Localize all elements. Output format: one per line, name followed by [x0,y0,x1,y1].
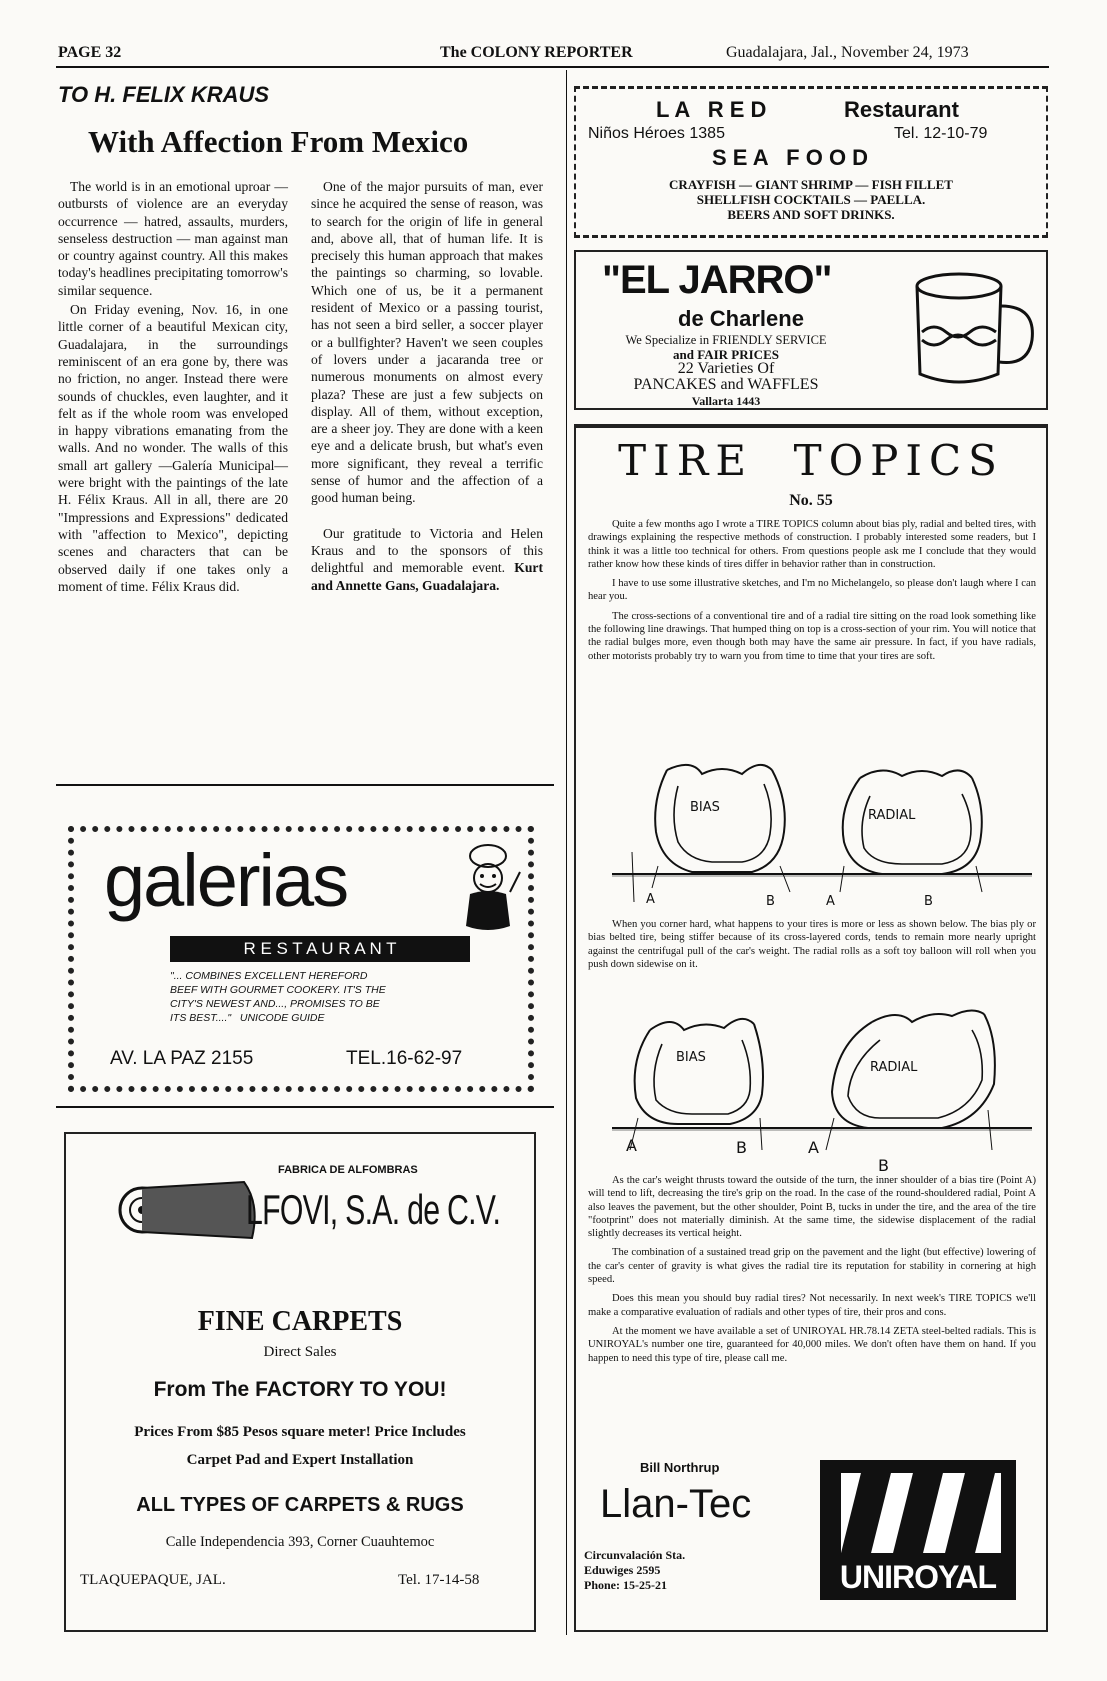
carpets-slogan: From The FACTORY TO YOU! [153,1378,447,1401]
article-paragraph [311,525,543,594]
tire-paragraph: I have to use some illustrative sketches, and I'm no Michelangelo, so please don't laugh where I can hear you. [588,578,1036,603]
llantec-address: Eduwiges 2595 [584,1563,661,1577]
carpets-price: Carpet Pad and Expert Installation [186,1452,414,1468]
tire-text-block-1 [588,518,1036,669]
fig2-point-a: A [808,1138,819,1157]
la-red-address: Niños Héroes 1385 [588,125,725,142]
carpets-price: Prices From $85 Pesos square meter! Price Includes [134,1424,466,1440]
column-rule [566,70,567,1635]
ad-la-red [574,86,1048,238]
jarro-address: Vallarta 1443 [691,394,761,408]
carpets-title: FINE CARPETS [197,1306,403,1337]
article-gratitude: Our gratitude to Victoria and Helen Kraus and to the sponsors of this delightful and memorable event. [311,525,543,576]
ad-el-jarro [574,250,1048,410]
carpets-sub: Direct Sales [263,1344,337,1360]
la-red-type: Restaurant [844,97,959,122]
jarro-line: 22 Varieties Of [677,360,775,377]
ad-carpets [64,1132,536,1632]
fig1-point-a: A [646,892,655,907]
article-paragraph: The world is in an emotional uproar — outbursts of violence are an everyday occurrence — hatred, assaults, murders, senseless destruction — man against man or country against country. All this makes today's headlines precipitating tomorrow's similar sequence. [58,179,288,298]
article-column-1 [58,178,288,597]
galerias-quote: BEEF WITH GOURMET COOKERY. IT'S THE [170,984,386,996]
llantec-address: Circunvalación Sta. [584,1548,686,1562]
tire-text-block-3 [588,1174,1036,1371]
tire-paragraph: The cross-sections of a conventional tire and of a radial tire sitting on the road look something like the following line drawings. That humped thing on top is a cross-section of your rim. You will notice that the radial bulges more, even though both may have the same air pressure. In fact, if you have radials, other motorists probably try to warn you from time to time that your tires are soft. [588,610,1036,662]
tire-paragraph: As the car's weight thrusts toward the outside of the turn, the inner shoulder of a bias tire (Point A) will tend to lift, decreasing the tire's grip on the road. In the case of the round-shouldered radial, Point A also leaves the pavement, but the other shoulder, Point B, tucks in under the tire, and the area of the tire "footprint" does not materially diminish. At the same time, the sidewise displacement of the radial slightly decreases its vertical height. [588,1175,1036,1240]
galerias-quote: "... COMBINES EXCELLENT HEREFORD [170,970,368,982]
galerias-address: AV. LA PAZ 2155 [110,1048,254,1069]
article-headline: With Affection From Mexico [88,124,469,159]
llantec-phone: Phone: 15-25-21 [584,1578,667,1592]
carpets-maker: FABRICA DE ALFOMBRAS [278,1164,418,1176]
carpets-phone: Tel. 17-14-58 [398,1572,480,1588]
fig2-bias-label: BIAS [676,1050,706,1065]
fig1-point-a: A [826,894,835,909]
la-red-phone: Tel. 12-10-79 [894,125,988,142]
masthead-rule [56,66,1049,68]
tire-paragraph: When you corner hard, what happens to your tires is more or less as shown below. The bias ply or bias belted tire, being stiffer because of its cross-layered cords, tends to remain more nearly upright against the centrifugal pull of the car's weight. The radial rolls as a soft toy balloon will roll when you push down sidewise on it. [588,919,1036,970]
la-red-seafood: S E A F O O D [712,145,869,170]
page-number: PAGE 32 [58,44,122,61]
galerias-quote: ITS BEST...." UNICODE GUIDE [170,1012,325,1024]
tire-figure-upright [612,752,1032,902]
article-bottom-rule [56,784,554,786]
tire-author: Bill Northrup [640,1460,720,1475]
uniroyal-logo [820,1460,1016,1600]
galerias-quote: CITY'S NEWEST AND..., PROMISES TO BE [170,998,380,1010]
jarro-line: and FAIR PRICES [673,347,779,362]
la-red-line: CRAYFISH — GIANT SHRIMP — FISH FILLET [669,177,953,192]
carpets-address: Calle Independencia 393, Corner Cuauhtemoc [165,1534,435,1550]
mug-icon [904,262,1044,402]
fig2-point-b: B [878,1156,889,1175]
galerias-bottom-rule [56,1106,554,1108]
tire-text-block-2 [588,918,1036,977]
la-red-line: BEERS AND SOFT DRINKS. [727,207,895,222]
fig2-radial-label: RADIAL [870,1060,918,1075]
tire-figure-cornering [612,1000,1032,1160]
fig2-point-a: A [626,1136,637,1155]
galerias-phone: TEL.16-62-97 [346,1048,463,1069]
dateline: Guadalajara, Jal., November 24, 1973 [726,44,969,61]
uniroyal-brand: UNIROYAL [839,1559,997,1595]
jarro-line: PANCAKES and WAFFLES [633,376,819,393]
la-red-name: L A R E D [656,97,767,122]
uniroyal-mark [841,1473,1001,1553]
carpets-city: TLAQUEPAQUE, JAL. [80,1572,226,1588]
ad-galerias [68,826,534,1092]
article-paragraph: One of the major pursuits of man, ever since he acquired the sense of reason, was to search for the origin of life in general and, above all, that of human life. It is precisely this human approach that makes the paintings so charming, so lovable. Which one of us, be it a permanent resident of Mexico or a passing tourist, has not seen a bird seller, a soccer player or a bullfighter? Haven't we seen couples of lovers under a jacaranda tree or numerous monuments on almost every plaza? These are just a few subjects on display. All of them, without exception, are a sheer joy. They are done with a keen eye and a delicate brush, but what's even more significant, they reveal a terrific sense of humor and the affection of a good human being. [311,179,543,506]
chef-icon [450,842,530,942]
article-column-2 [311,178,543,596]
fig1-radial-label: RADIAL [868,808,916,823]
tire-paragraph: Does this mean you should buy radial tires? Not necessarily. In next week's TIRE TOPICS we'll make a comparative evaluation of radials and other types of tire, their pros and cons. [588,1293,1036,1318]
la-red-line: SHELLFISH COCKTAILS — PAELLA. [696,192,926,207]
jarro-name: "EL JARRO" [602,258,832,302]
llantec-name: Llan-Tec [600,1482,752,1526]
galerias-tag: R E S T A U R A N T [170,936,470,962]
galerias-logo: galerias [104,839,348,922]
article-signoff: Kurt and Annette Gans, Guadalajara. [311,560,543,593]
fig1-point-b: B [924,894,933,909]
tire-paragraph: At the moment we have available a set of UNIROYAL HR.78.14 ZETA steel-belted radials. This is UNIROYAL's number one tire, guaranteed for 40,000 miles. We don't often have them on hand. If you happen to need this type of tire, please call me. [588,1325,1036,1364]
carpets-types: ALL TYPES OF CARPETS & RUGS [136,1494,464,1516]
fig1-bias-label: BIAS [690,800,720,815]
jarro-sub: de Charlene [678,306,804,331]
carpet-roll-icon [114,1174,264,1244]
paper-name: The COLONY REPORTER [440,44,633,61]
article-paragraph: On Friday evening, Nov. 16, in one little corner of a beautiful Mexican city, Guadalajara, in the surroundings reminiscent of an era gone by, there was no friction, no anger. Instead there were sounds of chuckles, even laughter, and it felt as if the whole room was enveloped in happy vibrations emanating from the walls. And no wonder. The walls of this small art gallery —Galería Municipal— were bright with the paintings of the late H. Félix Kraus. All in all, there are 20 "Impressions and Expressions" dedicated with "affection to Mexico", depicting scenes and characters that can be observed daily if one takes only a moment of time. Félix Kraus did. [58,302,288,594]
jarro-line: We Specialize in FRIENDLY SERVICE [625,333,827,347]
carpets-logo: LFOVI, S.A. de C.V. [246,1186,501,1233]
fig1-point-b: B [766,894,775,909]
tire-paragraph: Quite a few months ago I wrote a TIRE TOPICS column about bias ply, radial and belted tires, with drawings explaining the respective methods of construction. I probably interested some readers, but I think it was a little too technical for others. From questions people ask me I conclude that they would rather know how these kinds of tires differ in behavior rather than in construction. [588,519,1036,570]
fig2-point-b: B [736,1138,747,1157]
tire-topics-number: No. 55 [789,492,833,509]
tire-paragraph: The combination of a sustained tread grip on the pavement and the light (but effective) lowering of the car's center of gravity is what gives the radial tire its reputation for stability in cornering at high speed. [588,1247,1036,1286]
article-kicker: TO H. FELIX KRAUS [58,82,270,107]
tire-topics-title: TIRE TOPICS [618,436,1004,485]
